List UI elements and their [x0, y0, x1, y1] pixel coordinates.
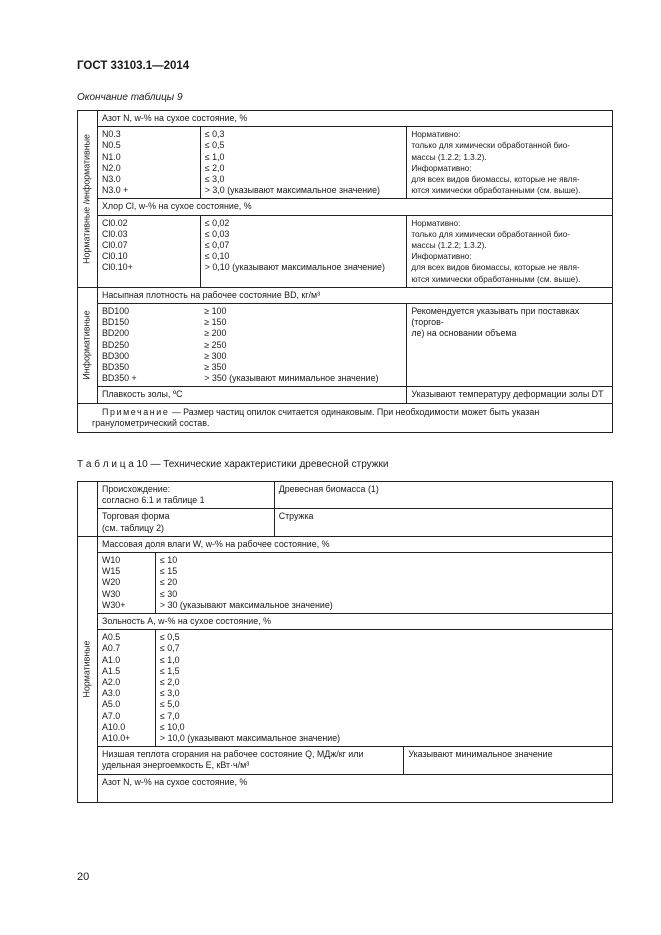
ash-codes: A0.5 A0.7 A1.0 A1.5 A2.0 A3.0 A5.0 A7.0 A10.0 A10.0+ — [97, 630, 155, 747]
table-10-side-label: Нормативные — [78, 536, 98, 802]
nitrogen-title: Азот N, w-% на сухое состояние, % — [97, 111, 612, 127]
table-10-blank-top — [78, 482, 98, 509]
table-9-continuation-caption: Окончание таблицы 9 — [77, 92, 183, 103]
trade-form-label: Торговая форма (см. таблицу 2) — [97, 509, 274, 536]
density-codes: BD100 BD150 BD200 BD250 BD300 BD350 BD350 + — [97, 304, 200, 387]
ash-melting-note: Указывают температуру деформации золы DT — [407, 387, 613, 403]
origin-value: Древесная биомасса (1) — [274, 482, 612, 509]
moisture-codes: W10 W15 W20 W30 W30+ — [97, 553, 155, 614]
chlorine-codes: Cl0.02 Cl0.03 Cl0.07 Cl0.10 Cl0.10+ — [97, 215, 200, 287]
nitrogen-values: ≤ 0,3 ≤ 0,5 ≤ 1,0 ≤ 2,0 ≤ 3,0 > 3,0 (указывают максимальное значение) — [200, 127, 407, 199]
chlorine-values: ≤ 0,02 ≤ 0,03 ≤ 0,07 ≤ 0,10 > 0,10 (указывают максимальное значение) — [200, 215, 407, 287]
ash-values: ≤ 0,5 ≤ 0,7 ≤ 1,0 ≤ 1,5 ≤ 2,0 ≤ 3,0 ≤ 5,0 ≤ 7,0 ≤ 10,0 > 10,0 (указывают максимальное значение) — [155, 630, 612, 747]
calorific-title: Низшая теплота сгорания на рабочее состояние Q, МДж/кг или удельная энергоемкость E, кВт·ч/м³ — [97, 747, 403, 774]
footnote-label: Примечание — [102, 406, 170, 417]
page-number: 20 — [77, 871, 90, 883]
nitrogen-note: Нормативно: только для химически обработанной био- массы (1.2.2; 1.3.2). Информативно: для всех видов биомассы, которые не явля- ются химически обработанными (см. выше). — [407, 127, 613, 199]
chlorine-title: Хлор Cl, w-% на сухое состояние, % — [97, 199, 612, 215]
origin-label: Происхождение: согласно 6.1 и таблице 1 — [97, 482, 274, 509]
ash-title: Зольность A, w-% на сухое состояние, % — [97, 614, 612, 630]
calorific-note: Указывают минимальное значение — [404, 747, 613, 774]
footnote-text: — Размер частиц опилок считается одинаковым. При необходимости может быть указан гранулометрический состав. — [92, 406, 540, 428]
table-10-continuation-space — [97, 790, 612, 803]
moisture-values: ≤ 10 ≤ 15 ≤ 20 ≤ 30 > 30 (указывают максимальное значение) — [155, 553, 612, 614]
table-9-side-label-bottom: Информативные — [78, 287, 98, 403]
table-10-blank-bottom — [78, 509, 98, 536]
table-10-caption: Т а б л и ц а 10 — Технические характеристики древесной стружки — [77, 459, 389, 470]
table-9-side-label-top: Нормативные /информативные — [78, 111, 98, 288]
density-note: Рекомендуется указывать при поставках (торгов- ле) на основании объема — [407, 304, 613, 387]
nitrogen-title-t10: Азот N, w-% на сухое состояние, % — [97, 774, 612, 790]
nitrogen-codes: N0.3 N0.5 N1.0 N2.0 N3.0 N3.0 + — [97, 127, 200, 199]
table-10 — [77, 481, 613, 803]
table-9-footnote — [78, 403, 613, 432]
page-header: ГОСТ 33103.1—2014 — [77, 60, 190, 72]
moisture-title: Массовая доля влаги W, w-% на рабочее состояние, % — [97, 536, 612, 552]
density-values: ≥ 100 ≥ 150 ≥ 200 ≥ 250 ≥ 300 ≥ 350 > 350 (указывают минимальное значение) — [200, 304, 407, 387]
chlorine-note: Нормативно: только для химически обработанной био- массы (1.2.2; 1.3.2). Информативно: для всех видов биомассы, которые не явля- ются химически обработанными (см. выше). — [407, 215, 613, 287]
trade-form-value: Стружка — [274, 509, 612, 536]
table-9 — [77, 110, 613, 433]
ash-melting-title: Плавкость золы, ºС — [97, 387, 406, 403]
density-title: Насыпная плотность на рабочее состояние BD, кг/м³ — [97, 287, 612, 303]
